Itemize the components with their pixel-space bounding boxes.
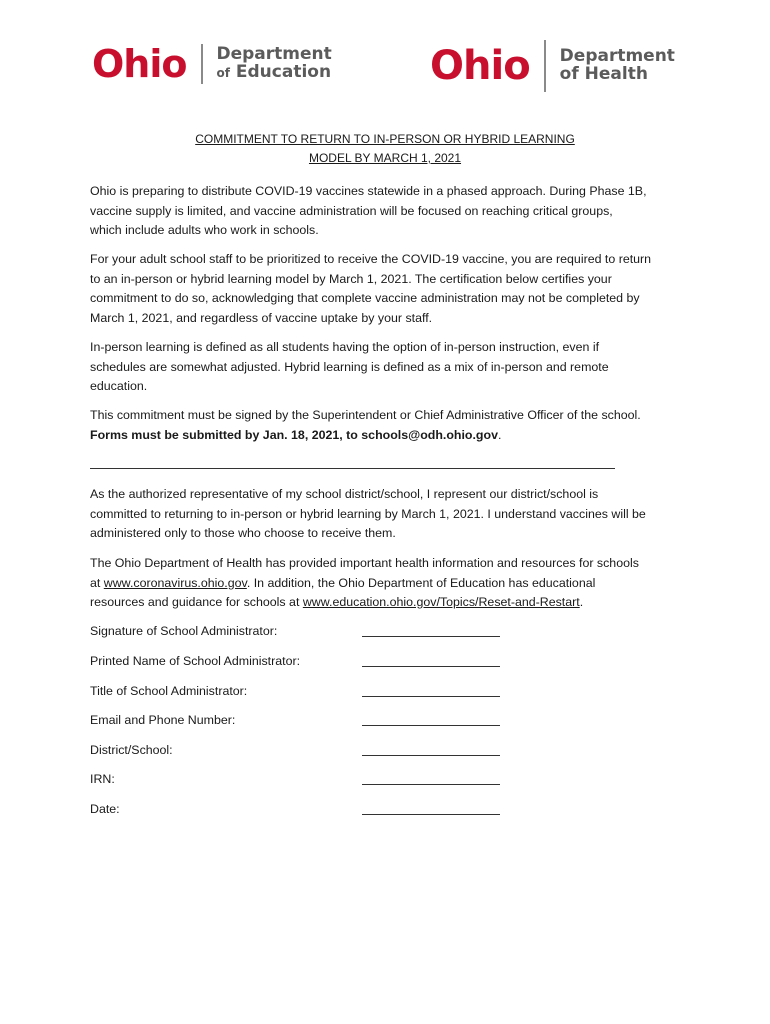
punctuation: . [579,595,584,609]
field-label-date: Date: [90,802,120,816]
field-label-printed-name: Printed Name of School Administrator: [90,654,301,668]
submission-deadline: Forms must be submitted by Jan. 18, 2021, to schools@odh.ohio.gov [90,427,498,442]
title-line-2: MODEL BY MARCH 1, 2021 [308,151,462,165]
field-label-district-school: District/School: [90,743,173,757]
text-fragment: resources and guidance for schools at [90,595,303,609]
text-line: administered only to those who choose to receive them. [90,526,396,540]
text-line: education. [90,379,148,393]
title-line[interactable] [362,696,500,697]
field-label-email-phone: Email and Phone Number: [90,713,236,727]
text-line: vaccine supply is limited, and vaccine administration will be focused on reaching critical groups, [90,203,613,218]
text-line: Ohio is preparing to distribute COVID-19 vaccines statewide in a phased approach. During Phase 1B, [90,184,647,198]
text-line: committed to returning to in-person or hybrid learning by March 1, 2021. I understand vaccines will be [90,506,646,521]
text-line: As the authorized representative of my school district/school, I represent our district/school is [90,487,599,501]
logo-divider [544,40,546,92]
text-fragment: . In addition, the Ohio Department of Education has educational [246,575,596,590]
punctuation: . [497,427,502,442]
text-line: In-person learning is defined as all students having the option of in-person instruction, even if [90,340,600,354]
email-phone-line[interactable] [362,725,500,726]
logo-department-text [217,46,332,82]
paragraph-definitions [90,338,690,397]
paragraph-representation [90,485,690,544]
irn-line[interactable] [362,784,500,785]
paragraph-requirement [90,250,690,328]
field-label-irn: IRN: [90,772,115,786]
logo-line-1: Department [559,46,675,67]
document-title [90,130,680,168]
coronavirus-link[interactable]: www.coronavirus.ohio.gov [103,575,247,590]
ohio-department-of-education-logo [92,44,332,84]
printed-name-line[interactable] [362,666,500,667]
paragraph-phase-1b [90,182,690,241]
logo-department-text [560,48,675,84]
ohio-wordmark: Ohio [92,42,187,86]
logo-line-2: of Health [559,64,648,84]
district-school-line[interactable] [362,755,500,756]
ohio-department-of-health-logo [430,40,675,92]
logo-line-2-prefix: of [216,66,230,80]
logo-line-1: Department [216,44,332,65]
text-line: This commitment must be signed by the Superintendent or Chief Administrative Officer of the school. [90,408,641,422]
field-label-signature: Signature of School Administrator: [90,624,278,638]
paragraph-resources [90,554,690,613]
text-line: which include adults who work in schools. [90,223,319,237]
text-line: schedules are somewhat adjusted. Hybrid learning is defined as a mix of in-person and remote [90,359,609,374]
text-fragment: at [90,575,104,590]
reset-and-restart-link[interactable]: www.education.ohio.gov/Topics/Reset-and-Restart [302,595,580,609]
text-line [90,426,690,446]
paragraph-submission [90,406,690,445]
text-line: to an in-person or hybrid learning model by March 1, 2021. The certification below certifies your [90,271,612,286]
title-line-1: COMMITMENT TO RETURN TO IN-PERSON OR HYBRID LEARNING [195,132,575,146]
logo-line-2: Education [235,62,332,82]
date-line[interactable] [362,814,500,815]
text-line: March 1, 2021, and regardless of vaccine uptake by your staff. [90,310,433,325]
logo-divider [201,44,203,84]
field-label-title: Title of School Administrator: [90,684,248,698]
signature-line[interactable] [362,636,500,637]
text-line: commitment to do so, acknowledging that complete vaccine administration may not be completed by [90,291,640,305]
text-line [90,593,690,613]
text-line: The Ohio Department of Health has provided important health information and resources for schools [90,556,639,570]
ohio-wordmark: Ohio [430,43,530,89]
section-divider [90,468,615,469]
text-line: For your adult school staff to be prioritized to receive the COVID-19 vaccine, you are required to return [90,252,652,266]
text-line [90,574,690,594]
